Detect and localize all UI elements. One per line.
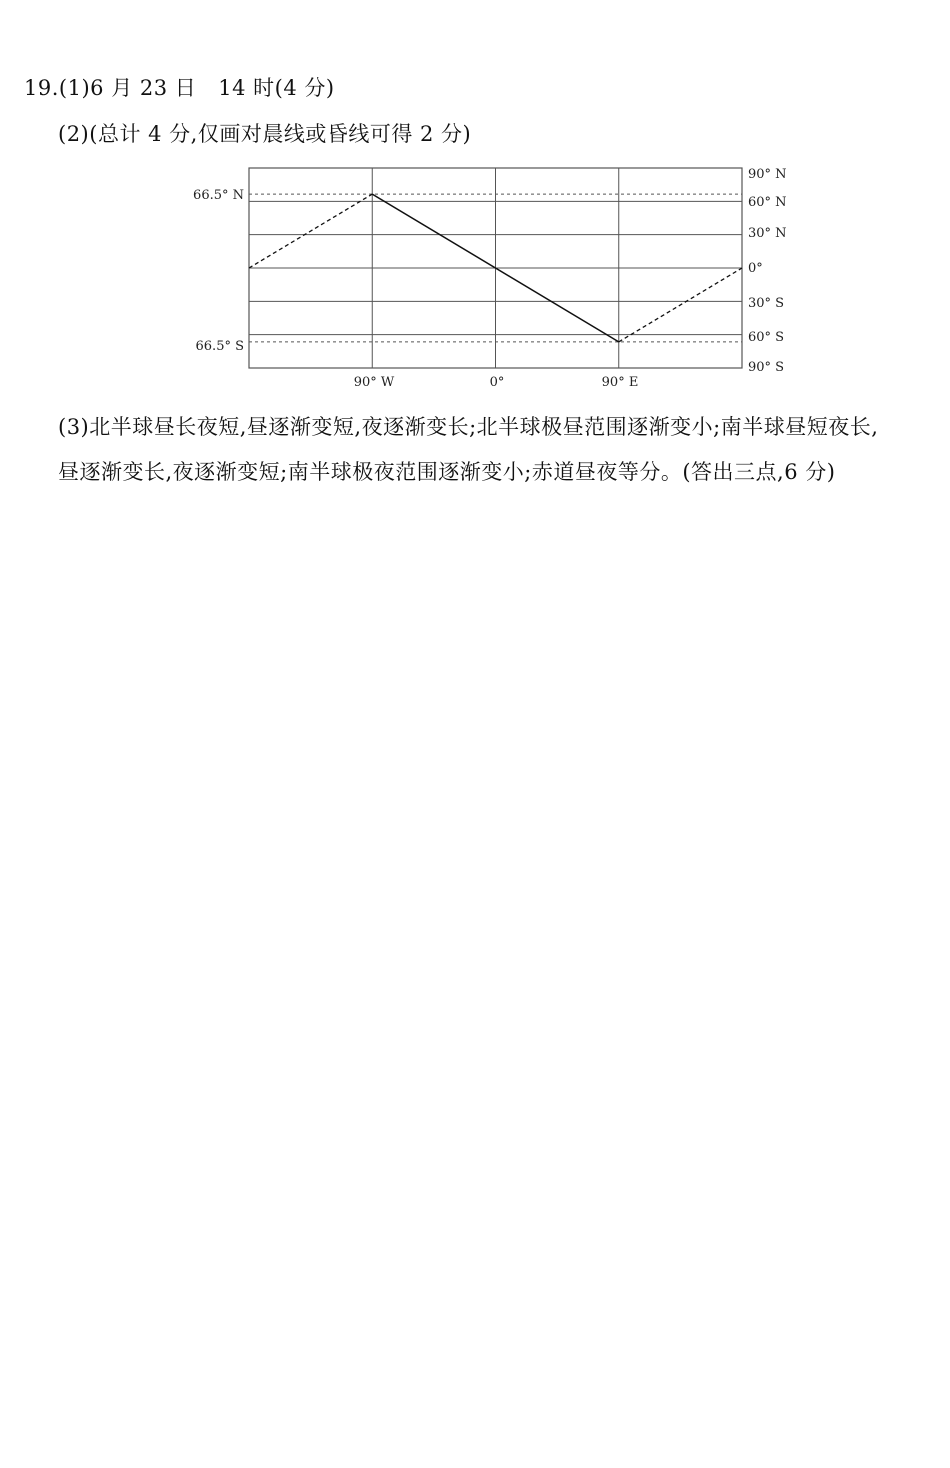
answer-q2-note: (2)(总计 4 分,仅画对晨线或昏线可得 2 分) (58, 122, 472, 146)
label-60N: 60° N (748, 195, 787, 210)
question-number: 19. (24, 76, 59, 100)
terminator-diagram (0, 0, 950, 400)
label-90W: 90° W (353, 375, 395, 390)
label-90E: 90° E (601, 375, 639, 390)
label-equator: 0° (748, 261, 763, 276)
answer-q3-line2: 昼逐渐变长,夜逐渐变短;南半球极夜范围逐渐变小;赤道昼夜等分。(答出三点,6 分) (58, 460, 836, 484)
label-90S: 90° S (748, 360, 785, 375)
label-30N: 30° N (748, 226, 787, 241)
answer-q3-line1: (3)北半球昼长夜短,昼逐渐变短,夜逐渐变长;北半球极昼范围逐渐变小;南半球昼短夜长, (58, 415, 879, 439)
label-60S: 60° S (748, 330, 785, 345)
terminator-dashed-segment (249, 194, 372, 268)
label-30S: 30° S (748, 296, 785, 311)
answer-q1-date: (1)6 月 23 日 (58, 76, 197, 100)
label-0-meridian: 0° (489, 375, 505, 390)
label-66.5S: 66.5° S (195, 339, 244, 354)
terminator-dashed-segment (619, 268, 742, 342)
label-66.5N: 66.5° N (193, 188, 244, 203)
answer-q1-time: 14 时(4 分) (218, 76, 335, 100)
label-90N: 90° N (748, 167, 787, 182)
